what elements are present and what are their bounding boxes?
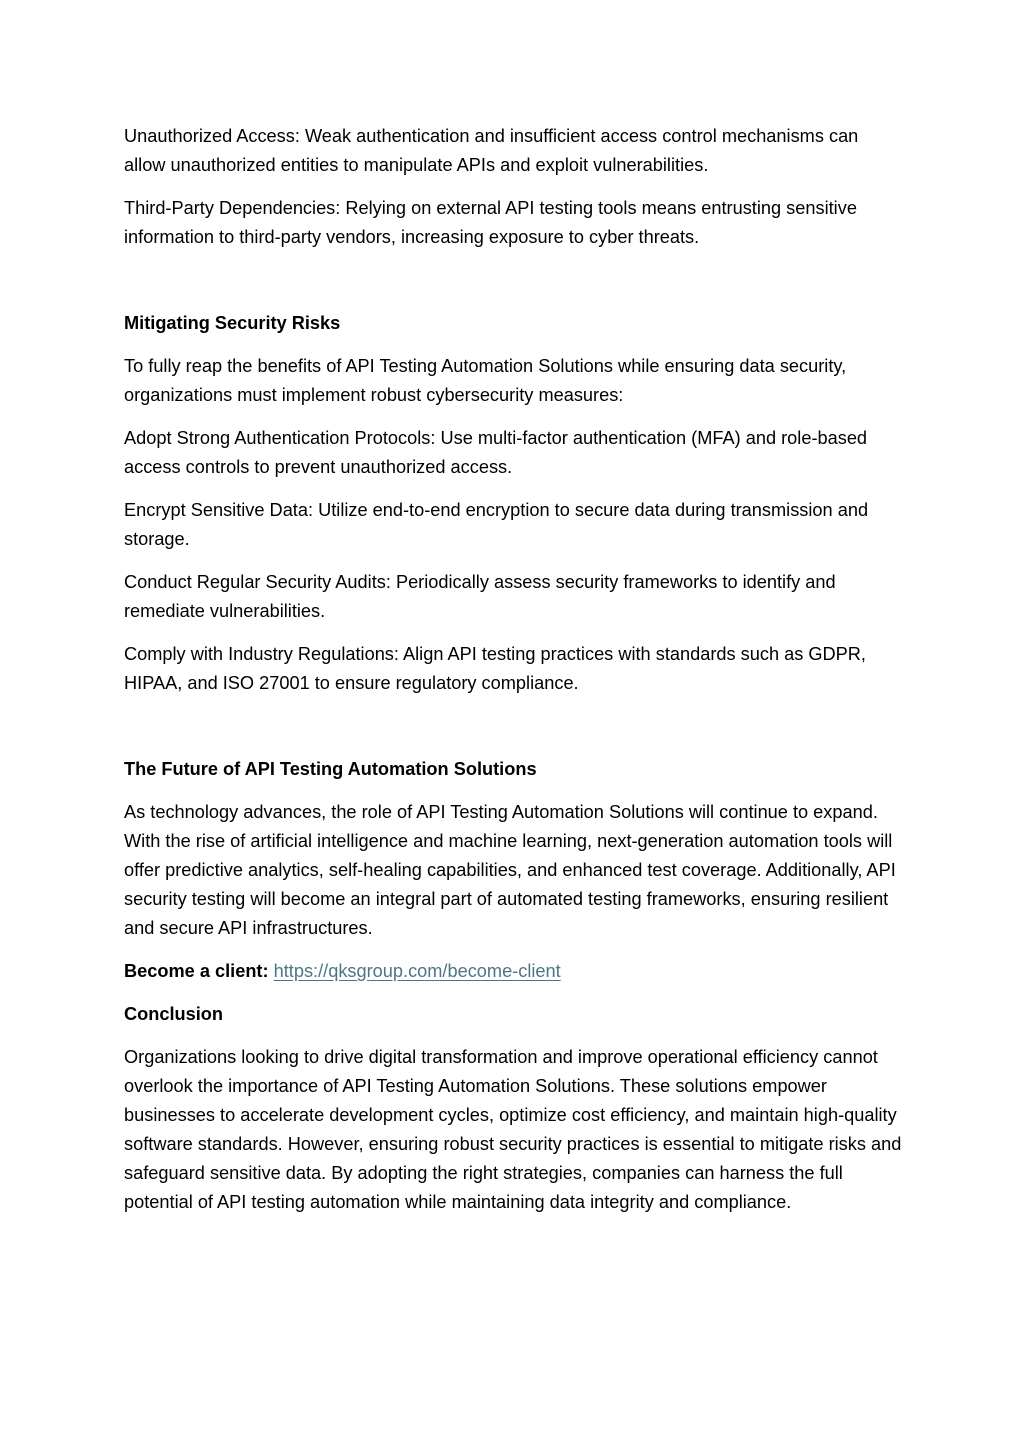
- section-spacer: [124, 712, 904, 755]
- mitigation-item: Comply with Industry Regulations: Align API testing practices with standards such as GDPR, HIPAA, and ISO 27001 to ensure regulatory compliance.: [124, 644, 866, 693]
- become-client-label: Become a client:: [124, 961, 269, 981]
- become-client-line: [124, 957, 904, 986]
- mitigation-item: Encrypt Sensitive Data: Utilize end-to-end encryption to secure data during transmission and storage.: [124, 500, 869, 549]
- section-spacer: [124, 266, 904, 309]
- become-client-link[interactable]: https://qksgroup.com/become-client: [273, 961, 561, 981]
- mitigating-intro: To fully reap the benefits of API Testing Automation Solutions while ensuring data security, organizations must implement robust cybersecurity measures:: [124, 356, 847, 405]
- mitigation-item: Adopt Strong Authentication Protocols: Use multi-factor authentication (MFA) and role-based access controls to prevent unauthorized access.: [124, 428, 868, 477]
- mitigating-heading: Mitigating Security Risks: [124, 313, 341, 333]
- document-body: [124, 122, 904, 1231]
- risk-third-party-dependencies: Third-Party Dependencies: Relying on external API testing tools means entrusting sensitive information to third-party vendors, increasing exposure to cyber threats.: [124, 198, 857, 247]
- conclusion-body: Organizations looking to drive digital transformation and improve operational efficiency cannot overlook the importance of API Testing Automation Solutions. These solutions empower businesses to accelerate development cycles, optimize cost efficiency, and maintain high-quality software standards. However, ensuring robust security practices is essential to mitigate risks and safeguard sensitive data. By adopting the right strategies, companies can harness the full potential of API testing automation while maintaining data integrity and compliance.: [124, 1047, 902, 1212]
- future-body: As technology advances, the role of API Testing Automation Solutions will continue to expand. With the rise of artificial intelligence and machine learning, next-generation automation tools will offer predictive analytics, self-healing capabilities, and enhanced test coverage. Additionally, API security testing will become an integral part of automated testing frameworks, ensuring resilient and secure API infrastructures.: [124, 802, 896, 938]
- risk-unauthorized-access: Unauthorized Access: Weak authentication and insufficient access control mechanisms can allow unauthorized entities to manipulate APIs and exploit vulnerabilities.: [124, 126, 859, 175]
- future-heading: The Future of API Testing Automation Solutions: [124, 759, 537, 779]
- conclusion-heading: Conclusion: [124, 1004, 224, 1024]
- mitigation-item: Conduct Regular Security Audits: Periodically assess security frameworks to identify and remediate vulnerabilities.: [124, 572, 836, 621]
